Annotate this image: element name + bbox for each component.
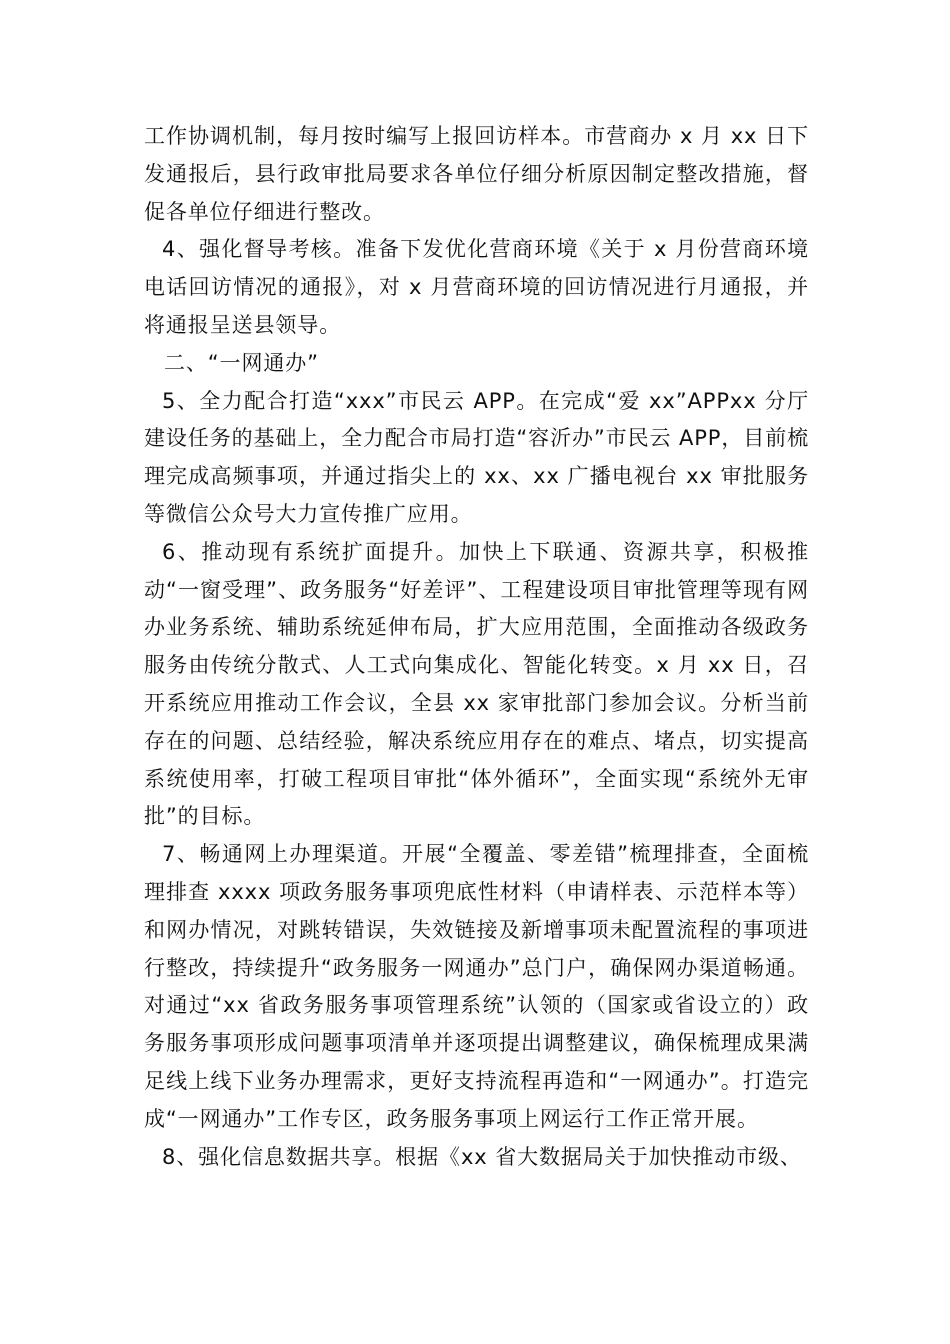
section-heading-yiwangtongban: 二、“一网通办” (164, 350, 319, 375)
paragraph-item-8: 8、强化信息数据共享。根据《xx 省大数据局关于加快推动市级、 (162, 1144, 802, 1169)
paragraph-item-4: 4、强化督导考核。准备下发优化营商环境《关于 x 月份营商环境电话回访情况的通报》，对 x 月营商环境的回访情况进行月通报，并将通报呈送县领导。 (144, 237, 809, 337)
paragraph-continuation: 工作协调机制，每月按时编写上报回访样本。市营商办 x 月 xx 日下发通报后，县行政审批局要求各单位仔细分析原因制定整改措施，督促各单位仔细进行整改。 (144, 124, 809, 224)
paragraph-item-7: 7、畅通网上办理渠道。开展“全覆盖、零差错”梳理排查，全面梳理排查 xxxx 项政务服务事项兜底性材料（申请样表、示范样本等）和网办情况，对跳转错误，失效链接及新增事项未配置流程的事项进行整改，持续提升“政务服务一网通办”总门户，确保网办渠道畅通。对通过“xx 省政务服务事项管理系统”认领的（国家或省设立的）政务服务事项形成问题事项清单并逐项提出调整建议，确保梳理成果满足线上线下业务办理需求，更好支持流程再造和“一网通办”。打造完成“一网通办”工作专区，政务服务事项上网运行工作正常开展。 (144, 842, 809, 1131)
paragraph-item-6: 6、推动现有系统扩面提升。加快上下联通、资源共享，积极推动“一窗受理”、政务服务“好差评”、工程建设项目审批管理等现有网办业务系统、辅助系统延伸布局，扩大应用范围，全面推动各级政务服务由传统分散式、人工式向集成化、智能化转变。x 月 xx 日，召开系统应用推动工作会议，全县 xx 家审批部门参加会议。分析当前存在的问题、总结经验，解决系统应用存在的难点、堵点，切实提高系统使用率，打破工程项目审批“体外循环”，全面实现“系统外无审批”的目标。 (144, 539, 809, 829)
document-body (144, 118, 809, 1176)
paragraph-item-5: 5、全力配合打造“xxx”市民云 APP。在完成“爱 xx”APPxx 分厅建设任务的基础上，全力配合市局打造“容沂办”市民云 APP，目前梳理完成高频事项，并通过指尖上的 xx、xx 广播电视台 xx 审批服务等微信公众号大力宣传推广应用。 (144, 388, 809, 526)
